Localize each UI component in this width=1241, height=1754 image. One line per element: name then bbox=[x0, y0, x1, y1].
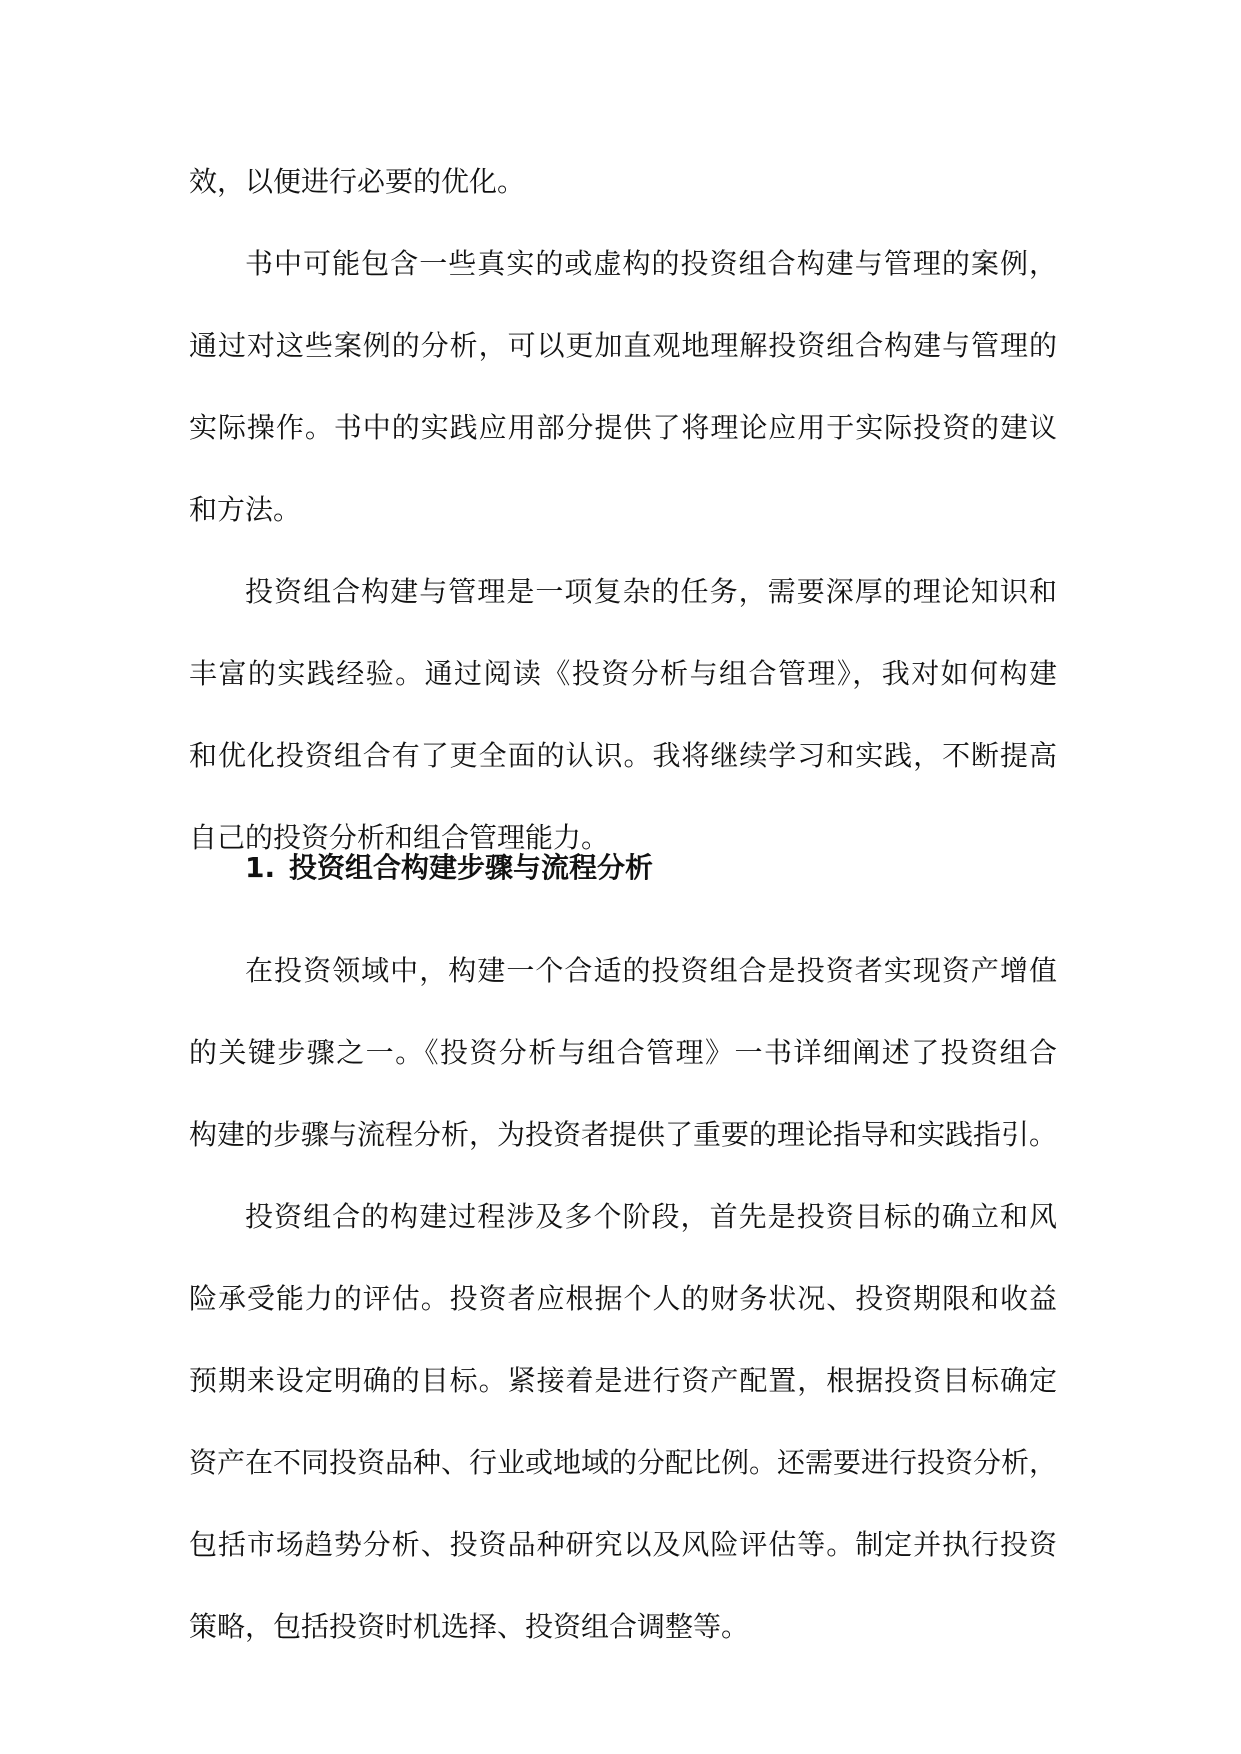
text-line: 投资组合构建与管理是一项复杂的任务，需要深厚的理论知识和 bbox=[245, 575, 1057, 608]
body-text-top bbox=[189, 141, 1057, 879]
paragraph bbox=[189, 1176, 1057, 1668]
text-line: 构建的步骤与流程分析，为投资者提供了重要的理论指导和实践指引。 bbox=[189, 1118, 1058, 1151]
text-line: 书中可能包含一些真实的或虚构的投资组合构建与管理的案例， bbox=[245, 247, 1057, 280]
text-line: 预期来设定明确的目标。紧接着是进行资产配置，根据投资目标确定 bbox=[189, 1364, 1057, 1397]
text-line: 策略，包括投资时机选择、投资组合调整等。 bbox=[189, 1610, 750, 1643]
section-title: 投资组合构建步骤与流程分析 bbox=[289, 851, 654, 884]
text-line: 自己的投资分析和组合管理能力。 bbox=[189, 821, 610, 854]
text-line: 丰富的实践经验。通过阅读《投资分析与组合管理》，我对如何构建 bbox=[189, 657, 1057, 690]
text-line: 和方法。 bbox=[189, 493, 302, 526]
paragraph bbox=[189, 141, 1057, 223]
paragraph bbox=[189, 930, 1057, 1176]
text-line: 包括市场趋势分析、投资品种研究以及风险评估等。制定并执行投资 bbox=[189, 1528, 1057, 1561]
paragraph bbox=[189, 223, 1057, 551]
section-number: 1. bbox=[245, 851, 276, 884]
text-line: 在投资领域中，构建一个合适的投资组合是投资者实现资产增值 bbox=[245, 954, 1057, 987]
text-line: 实际操作。书中的实践应用部分提供了将理论应用于实际投资的建议 bbox=[189, 411, 1057, 444]
text-line: 和优化投资组合有了更全面的认识。我将继续学习和实践，不断提高 bbox=[189, 739, 1057, 772]
text-line: 资产在不同投资品种、行业或地域的分配比例。还需要进行投资分析， bbox=[189, 1446, 1058, 1479]
body-text-bottom bbox=[189, 930, 1057, 1668]
text-line: 险承受能力的评估。投资者应根据个人的财务状况、投资期限和收益 bbox=[189, 1282, 1057, 1315]
paragraph bbox=[189, 551, 1057, 879]
section-heading bbox=[245, 848, 653, 888]
text-line: 投资组合的构建过程涉及多个阶段，首先是投资目标的确立和风 bbox=[245, 1200, 1057, 1233]
text-line: 的关键步骤之一。《投资分析与组合管理》一书详细阐述了投资组合 bbox=[189, 1036, 1057, 1069]
text-line: 通过对这些案例的分析，可以更加直观地理解投资组合构建与管理的 bbox=[189, 329, 1057, 362]
text-line: 效，以便进行必要的优化。 bbox=[189, 165, 526, 198]
